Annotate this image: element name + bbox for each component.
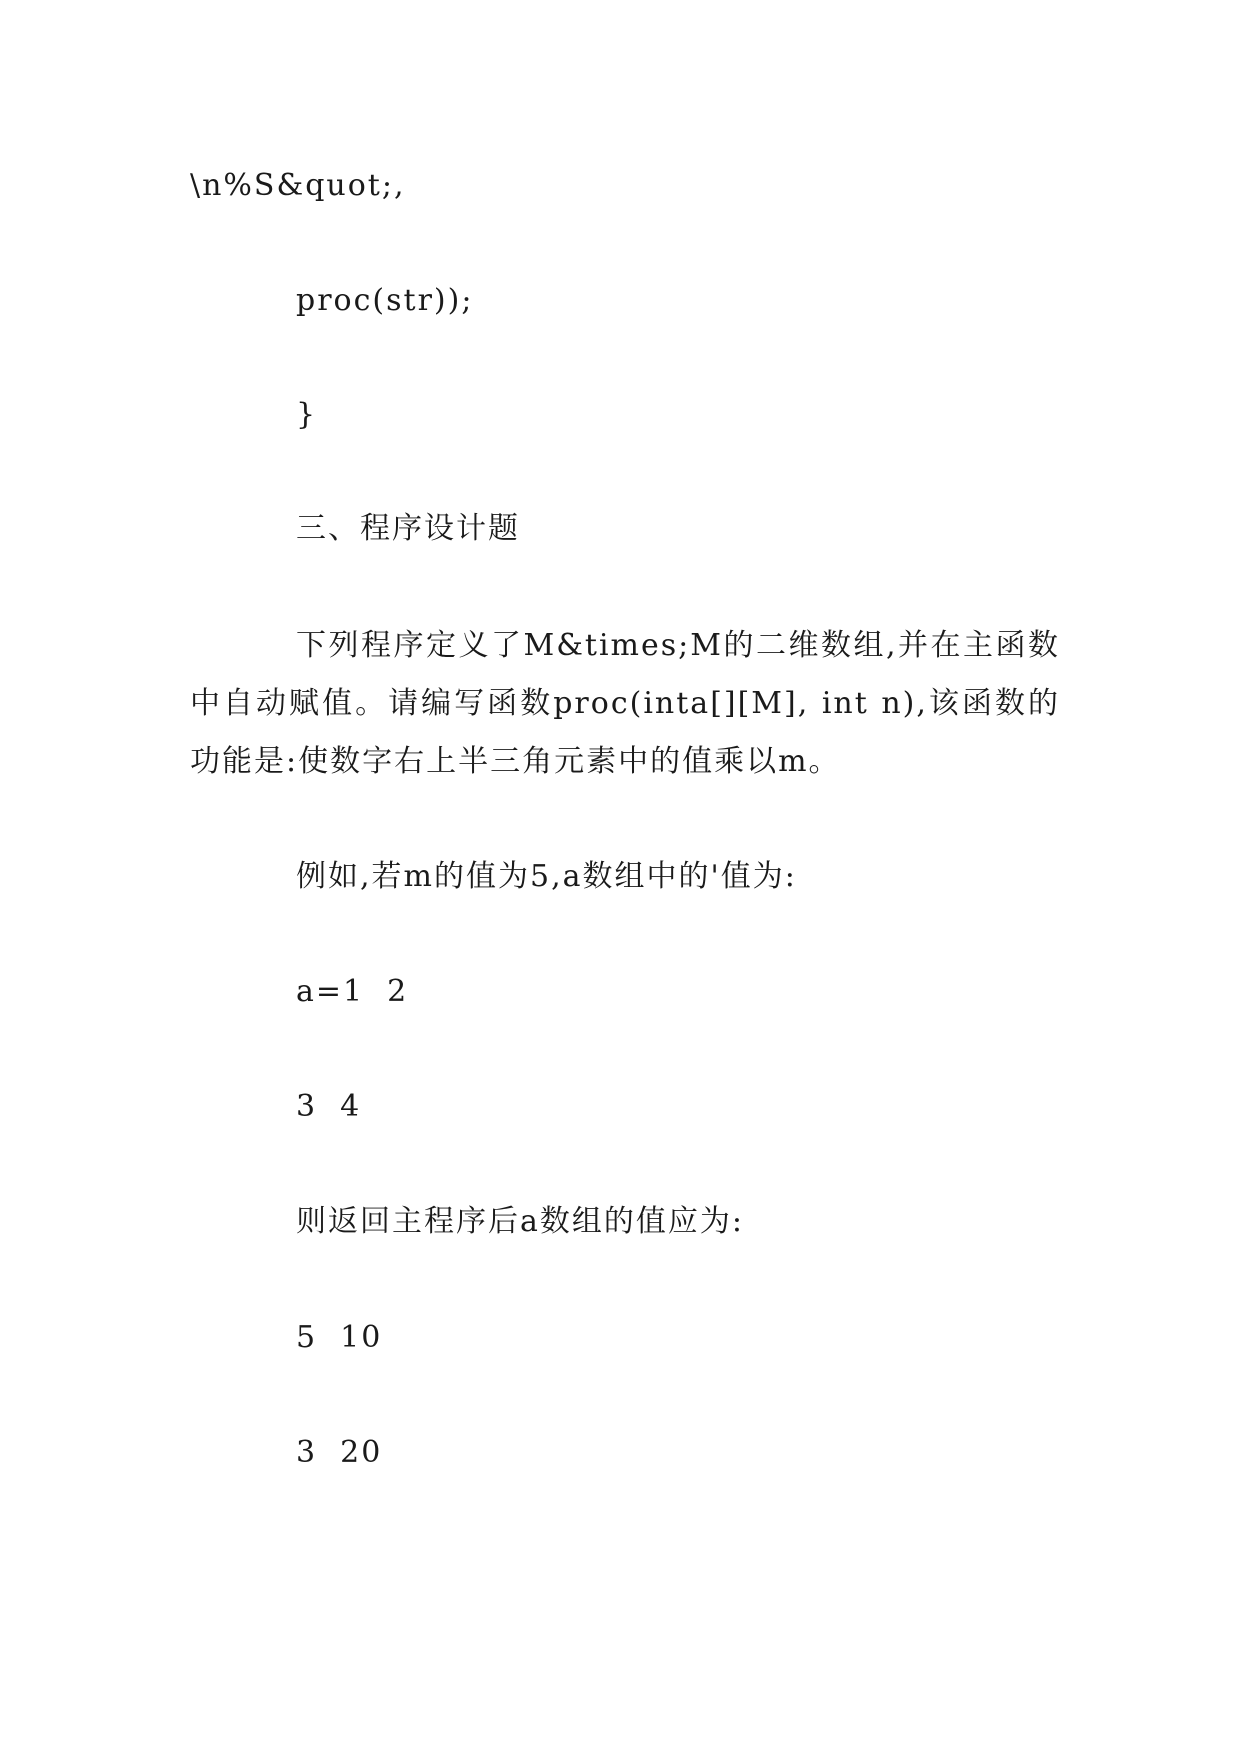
code-escape-fragment: \n%S&quot;,: [190, 168, 406, 203]
result-intro: 则返回主程序后a数组的值应为:: [296, 1204, 744, 1239]
result-row-1: 5 10: [296, 1320, 383, 1355]
code-proc-call: proc(str));: [296, 283, 474, 318]
section-heading: 三、程序设计题: [296, 511, 520, 546]
task-description-paragraph: 下列程序定义了M&times;M的二维数组,并在主函数中自动赋值。请编写函数proc(inta[][M], int n),该函数的功能是:使数字右上半三角元素中的值乘以m。: [190, 628, 1060, 779]
matrix-row-2: 3 4: [296, 1089, 362, 1124]
example-intro: 例如,若m的值为5,a数组中的'值为:: [296, 859, 797, 894]
result-row-2: 3 20: [296, 1435, 383, 1470]
matrix-row-1: a=1 2: [296, 974, 409, 1009]
code-closing-brace: }: [296, 397, 318, 432]
